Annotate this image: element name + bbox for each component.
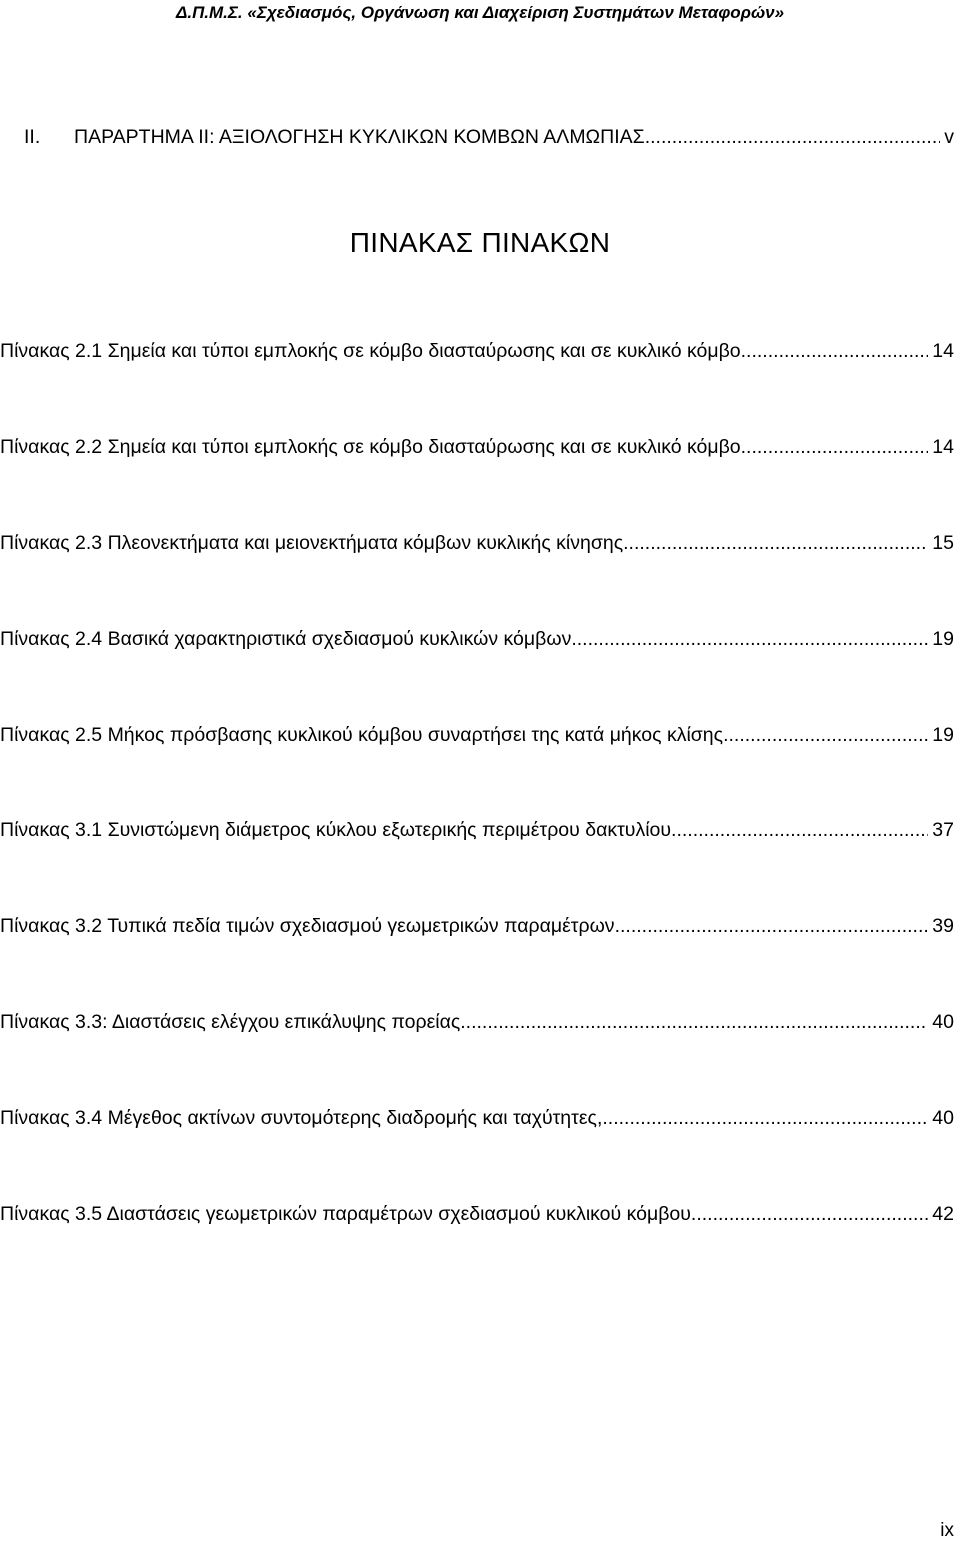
dot-leader [623,530,928,556]
dot-leader [602,1105,928,1131]
toc-entry[interactable] [0,1201,954,1227]
toc-entry-page: 42 [932,1203,954,1225]
toc-entry-label: Πίνακας 2.5 Μήκος πρόσβασης κυκλικού κόμβου συναρτήσει της κατά μήκος κλίσης [0,724,724,746]
section-title: ΠΙΝΑΚΑΣ ΠΙΝΑΚΩΝ [349,227,611,258]
toc-entry[interactable] [0,1009,954,1035]
appendix-page: v [944,126,954,148]
toc-appendix-entry[interactable] [24,124,954,150]
toc-entry[interactable] [0,530,954,556]
toc-entry-page: 14 [932,340,954,362]
toc-entry-page: 19 [932,628,954,650]
toc-entry-label: Πίνακας 3.2 Τυπικά πεδία τιμών σχεδιασμού γεωμετρικών παραμέτρων [0,915,615,937]
toc-entry[interactable] [0,434,954,460]
dot-leader [723,722,928,748]
toc-entry-label: Πίνακας 3.5 Διαστάσεις γεωμετρικών παραμέτρων σχεδιασμού κυκλικού κόμβου [0,1203,691,1225]
toc-entry-page: 37 [932,819,954,841]
toc-entry-label: Πίνακας 3.4 Μέγεθος ακτίνων συντομότερης διαδρομής και ταχύτητες, [0,1107,603,1129]
toc-entry-page: 39 [932,915,954,937]
dot-leader [615,913,929,939]
toc-entry-page: 40 [932,1107,954,1129]
dot-leader [671,817,928,843]
dot-leader [741,434,929,460]
dot-leader [460,1009,928,1035]
toc-entry[interactable] [0,913,954,939]
toc-entry-page: 14 [932,436,954,458]
dot-leader [741,338,929,364]
appendix-label: ΠΑΡΑΡΤΗΜΑ ΙΙ: ΑΞΙΟΛΟΓΗΣΗ ΚΥΚΛΙΚΩΝ ΚΟΜΒΩΝ ΑΛΜΩΠΙΑΣ [74,126,645,148]
page-number: ix [940,1520,954,1541]
toc-entry[interactable] [0,626,954,652]
toc-entry-page: 19 [932,724,954,746]
toc-entry-label: Πίνακας 2.3 Πλεονεκτήματα και μειονεκτήματα κόμβων κυκλικής κίνησης [0,532,624,554]
toc-entry-label: Πίνακας 2.1 Σημεία και τύποι εμπλοκής σε κόμβο διασταύρωσης και σε κυκλικό κόμβο [0,340,741,362]
toc-entry-label: Πίνακας 3.1 Συνιστώμενη διάμετρος κύκλου εξωτερικής περιμέτρου δακτυλίου [0,819,672,841]
toc-entry-label: Πίνακας 3.3: Διαστάσεις ελέγχου επικάλυψης πορείας [0,1011,461,1033]
toc-entry-page: 15 [932,532,954,554]
toc-entry-label: Πίνακας 2.4 Βασικά χαρακτηριστικά σχεδιασμού κυκλικών κόμβων [0,628,572,650]
toc-entry[interactable] [0,338,954,364]
toc-entry-page: 40 [932,1011,954,1033]
toc-entry[interactable] [0,722,954,748]
dot-leader [645,124,941,150]
appendix-number: II. [24,126,41,148]
toc-entry[interactable] [0,817,954,843]
dot-leader [691,1201,928,1227]
toc-entry[interactable] [0,1105,954,1131]
dot-leader [571,626,928,652]
running-header: Δ.Π.Μ.Σ. «Σχεδιασμός, Οργάνωση και Διαχείριση Συστημάτων Μεταφορών» [175,3,785,22]
toc-entry-label: Πίνακας 2.2 Σημεία και τύποι εμπλοκής σε κόμβο διασταύρωσης και σε κυκλικό κόμβο [0,436,741,458]
